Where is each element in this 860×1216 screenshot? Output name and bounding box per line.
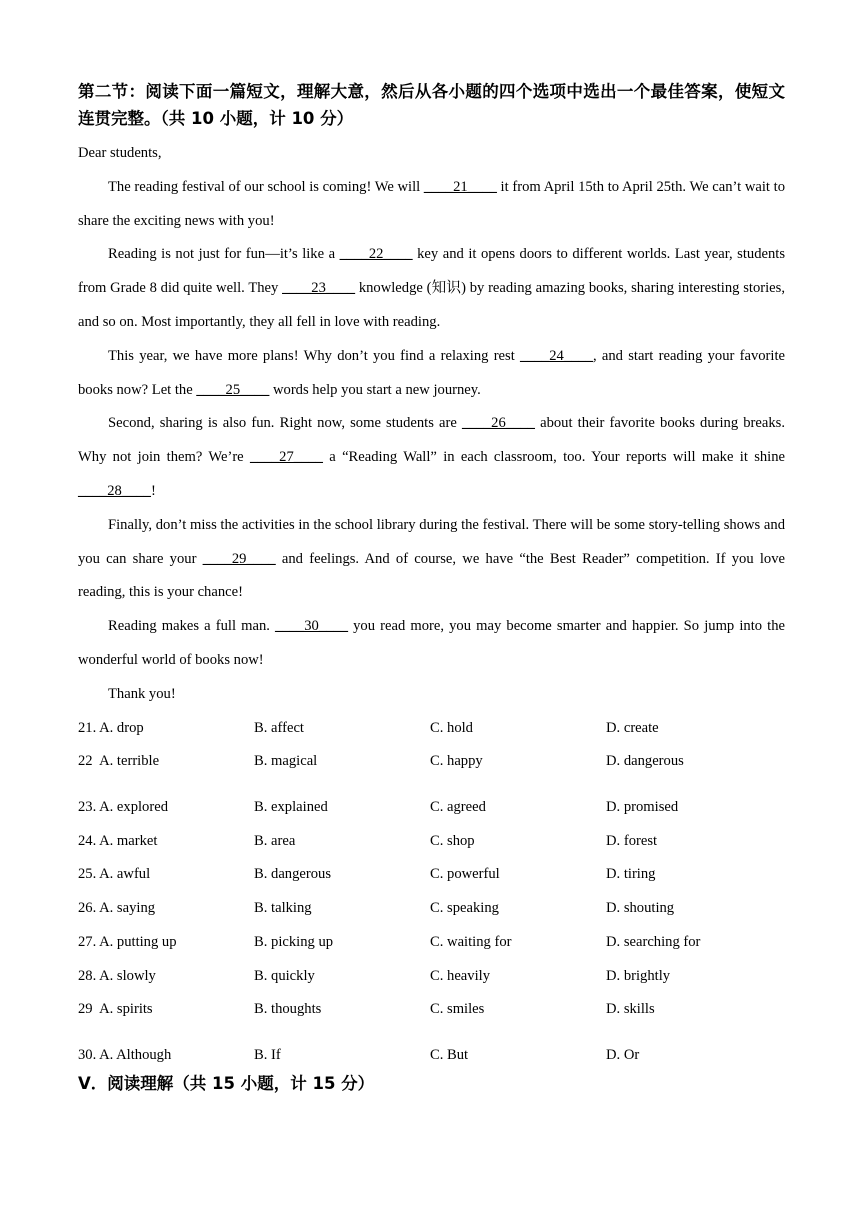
option-d[interactable]: D. create — [606, 719, 659, 736]
text: you read more, you may become smarter and happier. So jump into the wonderful world of books now! — [78, 618, 785, 668]
text: , and start reading your favorite books now? Let the — [78, 347, 785, 398]
question-number: 29 — [78, 1001, 93, 1018]
blank-30: ____30____ — [275, 618, 349, 635]
option-c[interactable]: C. heavily — [430, 967, 490, 984]
question-number: 24. — [78, 832, 97, 849]
text: Second, sharing is also fun. Right now, some students are — [108, 415, 462, 432]
paragraph-6 — [78, 610, 785, 678]
option-a-label: A. Although — [99, 1046, 172, 1063]
question-30 — [78, 1038, 785, 1072]
text: The reading festival of our school is coming! We will — [108, 178, 424, 195]
option-c[interactable]: C. speaking — [430, 900, 499, 917]
greeting: Dear students, — [78, 145, 162, 161]
question-23 — [78, 790, 785, 824]
option-d[interactable]: D. Or — [606, 1046, 640, 1063]
option-c[interactable]: C. shop — [430, 832, 475, 849]
option-c[interactable]: C. hold — [430, 719, 473, 736]
option-a[interactable] — [78, 1001, 254, 1018]
blank-26: ____26____ — [461, 415, 535, 432]
option-d[interactable]: D. brightly — [606, 967, 671, 984]
option-a-label: A. terrible — [99, 753, 160, 770]
next-section-heading: V．阅读理解（共 15 小题，计 15 分） — [78, 1073, 375, 1093]
option-b[interactable]: B. magical — [254, 753, 318, 770]
option-a-label: A. explored — [99, 798, 168, 815]
option-a[interactable] — [78, 833, 254, 850]
option-d[interactable]: D. searching for — [606, 933, 701, 950]
question-number: 28. — [78, 967, 97, 984]
option-a-label: A. spirits — [99, 1001, 153, 1018]
option-d[interactable]: D. skills — [606, 1001, 655, 1018]
options-list — [78, 712, 785, 1072]
option-c[interactable]: C. happy — [430, 753, 483, 770]
option-b[interactable]: B. quickly — [254, 967, 315, 984]
option-a[interactable] — [78, 753, 254, 770]
option-b[interactable]: B. picking up — [254, 933, 334, 950]
text: it from April 15th to April 25th. We can’t wait to share the exciting news with you! — [78, 178, 785, 229]
paragraph-4 — [78, 407, 785, 508]
text: Finally, don’t miss the activities in the school library during the festival. There will be some story-telling shows and you can share your — [78, 516, 785, 567]
option-a[interactable] — [78, 968, 254, 985]
option-b[interactable]: B. area — [254, 832, 296, 849]
option-a-label: A. saying — [99, 900, 156, 917]
option-d[interactable]: D. forest — [606, 832, 658, 849]
option-d[interactable]: D. shouting — [606, 900, 675, 917]
option-d[interactable]: D. promised — [606, 798, 679, 815]
text: knowledge (知识) by reading amazing books, sharing interesting stories, and so on. Most importantly, they all fell in love with reading. — [78, 280, 785, 330]
question-number: 23. — [78, 798, 97, 815]
question-29 — [78, 993, 785, 1038]
option-a[interactable] — [78, 1047, 254, 1064]
question-21 — [78, 712, 785, 746]
question-number: 27. — [78, 933, 97, 950]
question-number: 30. — [78, 1046, 97, 1063]
text: This year, we have more plans! Why don’t you find a relaxing rest — [108, 347, 521, 364]
question-number: 21. — [78, 719, 97, 736]
option-a-label: A. slowly — [99, 967, 156, 984]
option-c[interactable]: C. But — [430, 1046, 469, 1063]
text: key and it opens doors to different worlds. Last year, students from Grade 8 did quite well. They — [78, 246, 785, 297]
exam-page — [78, 78, 785, 1098]
question-24 — [78, 824, 785, 858]
option-b[interactable]: B. If — [254, 1046, 281, 1063]
text: Reading is not just for fun—it’s like a — [108, 246, 340, 263]
section-heading: 第二节：阅读下面一篇短文，理解大意，然后从各小题的四个选项中选出一个最佳答案，使短文连贯完整。（共 10 小题，计 10 分） — [78, 82, 785, 128]
option-d[interactable]: D. tiring — [606, 866, 656, 883]
text: words help you start a new journey. — [269, 381, 481, 398]
option-b[interactable]: B. affect — [254, 719, 304, 736]
text: about their favorite books during breaks. Why not join them? We’re — [78, 415, 785, 466]
blank-22: ____22____ — [339, 246, 413, 263]
option-a[interactable] — [78, 934, 254, 951]
blank-27: ____27____ — [249, 449, 323, 466]
text: Reading makes a full man. — [108, 618, 276, 635]
paragraph-1 — [78, 171, 785, 239]
question-28 — [78, 959, 785, 993]
option-a[interactable] — [78, 900, 254, 917]
blank-25: ____25____ — [196, 381, 270, 398]
blank-28: ____28____ — [78, 482, 151, 499]
blank-24: ____24____ — [520, 347, 593, 364]
option-b[interactable]: B. explained — [254, 798, 328, 815]
option-a-label: A. putting up — [99, 933, 177, 950]
option-a-label: A. market — [99, 832, 158, 849]
question-number: 25. — [78, 866, 97, 883]
text: a “Reading Wall” in each classroom, too. Your reports will make it shine — [322, 449, 785, 466]
option-a[interactable] — [78, 720, 254, 737]
option-c[interactable]: C. powerful — [430, 866, 500, 883]
option-a[interactable] — [78, 866, 254, 883]
text: ! — [150, 482, 156, 499]
closing: Thank you! — [108, 685, 176, 702]
option-a[interactable] — [78, 799, 254, 816]
paragraph-5 — [78, 509, 785, 610]
paragraph-2 — [78, 238, 785, 339]
question-number: 26. — [78, 900, 97, 917]
blank-29: ____29____ — [202, 550, 276, 567]
blank-23: ____23____ — [282, 280, 356, 297]
option-a-label: A. drop — [99, 719, 144, 736]
blank-21: ____21____ — [423, 178, 497, 195]
option-c[interactable]: C. agreed — [430, 798, 486, 815]
paragraph-3 — [78, 340, 785, 408]
option-d[interactable]: D. dangerous — [606, 753, 684, 770]
option-b[interactable]: B. thoughts — [254, 1001, 322, 1018]
option-a-label: A. awful — [99, 866, 151, 883]
option-b[interactable]: B. talking — [254, 900, 312, 917]
question-27 — [78, 926, 785, 960]
text: and feelings. And of course, we have “the Best Reader” competition. If you love reading, this is your chance! — [78, 550, 785, 601]
question-22 — [78, 745, 785, 790]
question-number: 22 — [78, 753, 93, 770]
question-25 — [78, 858, 785, 892]
option-c[interactable]: C. waiting for — [430, 933, 512, 950]
option-c[interactable]: C. smiles — [430, 1001, 485, 1018]
option-b[interactable]: B. dangerous — [254, 866, 332, 883]
question-26 — [78, 892, 785, 926]
